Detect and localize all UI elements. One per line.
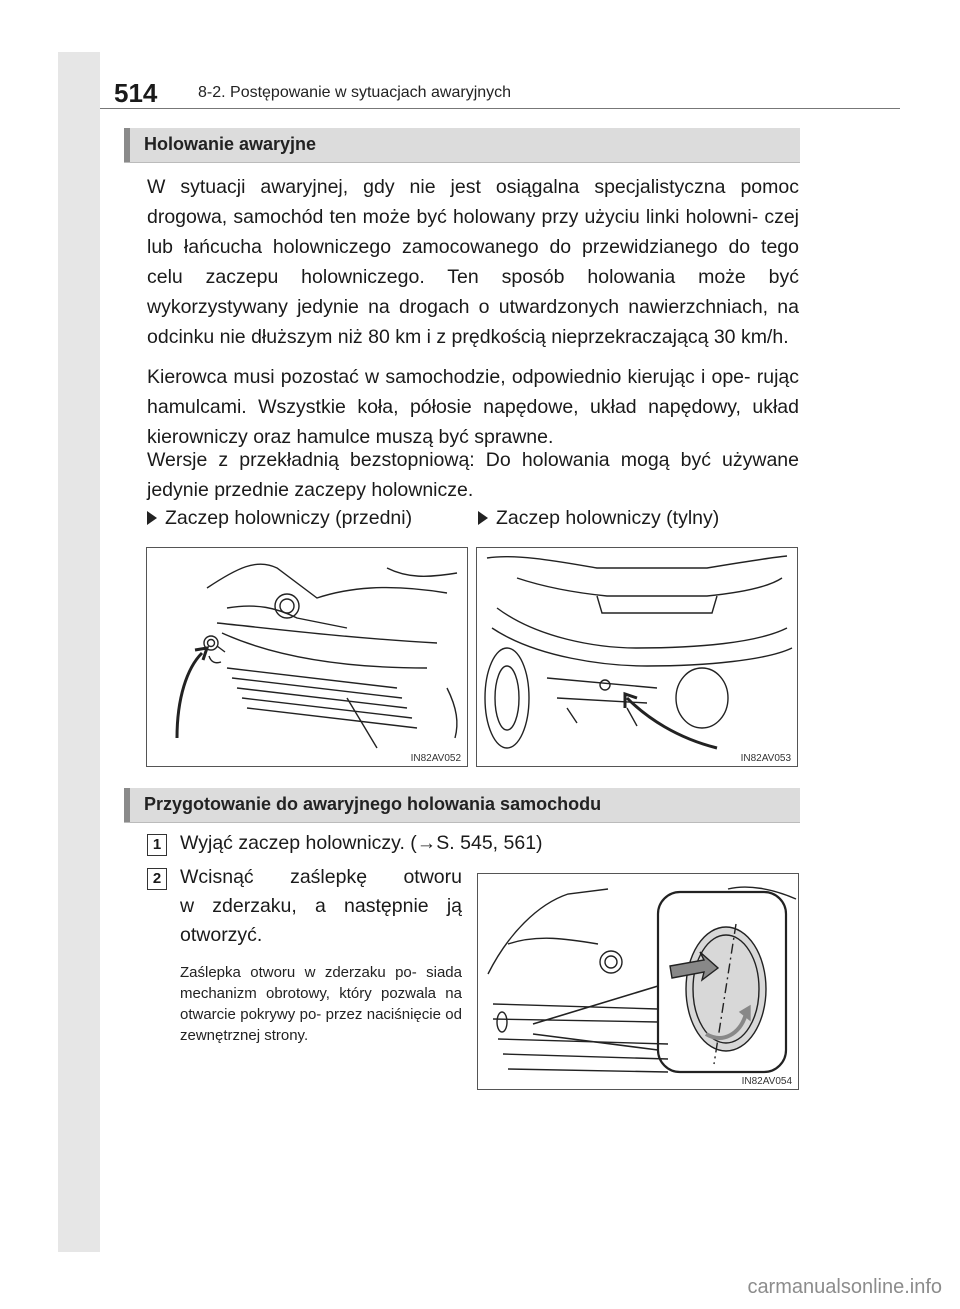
section-title: Przygotowanie do awaryjnego holowania samochodu xyxy=(144,794,602,814)
step-text-2-line3: otworzyć. xyxy=(180,924,263,946)
paragraph-driver: Kierowca musi pozostać w samochodzie, odpowiednio kierując i ope- rując hamulcami. Wszystkie koła, półosie napędowe, układ napędowy, układ kierowniczy oraz hamulce muszą być sprawne. xyxy=(147,366,799,448)
triangle-bullet-icon xyxy=(478,511,488,525)
figure-front-towing-eyelet xyxy=(146,547,468,767)
step-text-2-line1: Wcisnąć zaślepkę otworu xyxy=(180,866,462,888)
step-text-2-line2: w zderzaku, a następnie ją xyxy=(180,895,462,917)
bullet-rear-hook: Zaczep holowniczy (tylny) xyxy=(478,507,719,530)
watermark: carmanualsonline.info xyxy=(747,1276,942,1298)
page-number: 514 xyxy=(114,78,158,108)
header-rule xyxy=(100,108,900,109)
chapter-title: 8-2. Postępowanie w sytuacjach awaryjnych xyxy=(198,84,512,101)
page-margin-tab xyxy=(58,52,100,1252)
figure-code: IN82AV054 xyxy=(741,1076,792,1087)
step-text-1: Wyjąć zaczep holowniczy. (→S. 545, 561) xyxy=(180,832,543,854)
figure-bumper-cap xyxy=(477,873,799,1090)
figure-rear-towing-eyelet xyxy=(476,547,798,767)
paragraph-intro: W sytuacji awaryjnej, gdy nie jest osiągalna specjalistyczna pomoc drogowa, samochód ten może być holowany przy użyciu linki holowni- czej lub łańcucha holowniczego zamocowanego do przewidzianego do tego celu zaczepu holowniczego. Ten sposób holowania może być wykorzystywany jedynie na drogach o utwardzonych nawierzchniach, na odcinku nie dłuższym niż 80 km i z prędkością nieprzekraczającą 30 km/h. xyxy=(147,176,799,348)
bumper-cap-illustration xyxy=(478,874,798,1089)
section-heading-preparation xyxy=(124,788,800,823)
step-2-note: Zaślepka otworu w zderzaku po- siada mechanizm obrotowy, który pozwala na otwarcie pokrywy po- przez naciśnięcie od zewnętrznej strony. xyxy=(180,964,462,1044)
section-title: Holowanie awaryjne xyxy=(144,134,317,154)
step-number-1: 1 xyxy=(147,834,167,856)
page-header xyxy=(100,74,900,112)
bullet-front-hook: Zaczep holowniczy (przedni) xyxy=(147,507,412,530)
section-heading-emergency-towing xyxy=(124,128,800,163)
rear-bumper-illustration xyxy=(477,548,797,766)
triangle-bullet-icon xyxy=(147,511,157,525)
figure-code: IN82AV052 xyxy=(410,753,461,764)
step-number-2: 2 xyxy=(147,868,167,890)
front-bumper-illustration xyxy=(147,548,467,766)
figure-code: IN82AV053 xyxy=(740,753,791,764)
paragraph-cvt: Wersje z przekładnią bezstopniową: Do holowania mogą być używane jedynie przednie zaczepy holownicze. xyxy=(147,449,799,501)
